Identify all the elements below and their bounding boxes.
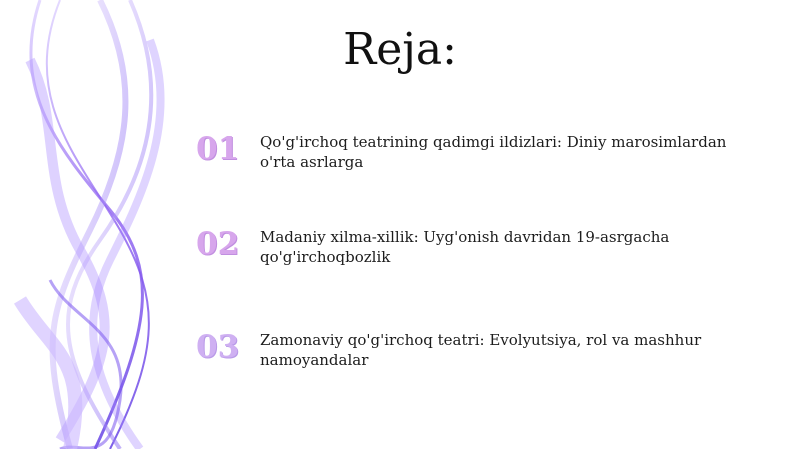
agenda-item — [196, 227, 756, 287]
item-number: 02 — [196, 226, 240, 262]
item-text: Zamonaviy qo'g'irchoq teatri: Evolyutsiya, rol va mashhur namoyandalar — [260, 331, 702, 369]
item-text: Qo'g'irchoq teatrining qadimgi ildizlari: Diniy marosimlardan o'rta asrlarga — [260, 133, 727, 171]
agenda-item — [196, 132, 756, 192]
slide-title: Reja: — [343, 24, 457, 75]
agenda-item — [196, 330, 756, 390]
item-number: 01 — [196, 131, 240, 167]
purple-smoke-decoration — [0, 0, 200, 449]
item-text: Madaniy xilma-xillik: Uyg'onish davridan 19-asrgacha qo'g'irchoqbozlik — [260, 228, 670, 266]
item-number: 03 — [196, 329, 240, 365]
